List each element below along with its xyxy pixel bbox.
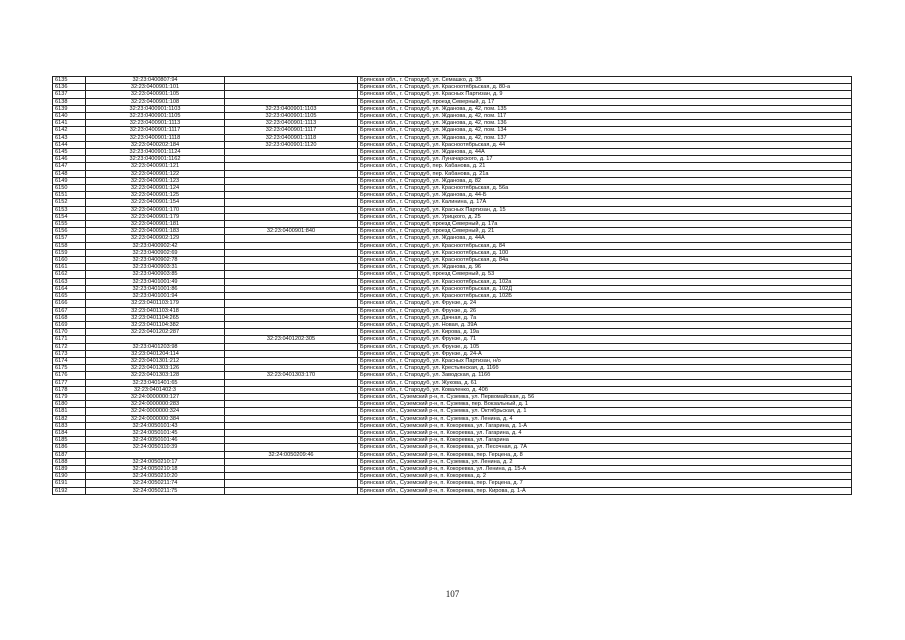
- address-cell: Брянская обл., г. Стародуб, пер. Кабанова, д. 21а: [358, 170, 852, 177]
- row-number-cell: 6162: [53, 271, 86, 278]
- related-cadastral-number-cell: [225, 415, 358, 422]
- cadastral-number-cell: 32:23:0401204:114: [86, 350, 225, 357]
- related-cadastral-number-cell: [225, 149, 358, 156]
- row-number-cell: 6148: [53, 170, 86, 177]
- table-row: [53, 206, 852, 213]
- cadastral-number-cell: 32:23:0400902:69: [86, 249, 225, 256]
- cadastral-number-cell: 32:23:0400807:94: [86, 77, 225, 84]
- address-cell: Брянская обл., г. Стародуб, ул. Фрунзе, д. 24: [358, 300, 852, 307]
- address-cell: Брянская обл., г. Стародуб, ул. Жданова, д. 44А: [358, 235, 852, 242]
- address-cell: Брянская обл., г. Стародуб, ул. Фрунзе, д. 105: [358, 343, 852, 350]
- row-number-cell: 6175: [53, 365, 86, 372]
- cadastral-number-cell: 32:24:0050110:39: [86, 444, 225, 451]
- table-row: [53, 192, 852, 199]
- address-cell: Брянская обл., г. Стародуб, ул. Жданова, д. 42, пом. 134: [358, 127, 852, 134]
- row-number-cell: 6171: [53, 336, 86, 343]
- address-cell: Брянская обл., г. Стародуб, ул. Красноотябрьская, д. 80-а: [358, 84, 852, 91]
- related-cadastral-number-cell: [225, 300, 358, 307]
- related-cadastral-number-cell: [225, 91, 358, 98]
- row-number-cell: 6153: [53, 206, 86, 213]
- table-row: [53, 84, 852, 91]
- address-cell: Брянская обл., Суземский р-н, п. Суземка, ул. Октябрьская, д. 1: [358, 408, 852, 415]
- table-row: [53, 437, 852, 444]
- cadastral-number-cell: 32:24:0050211:75: [86, 487, 225, 494]
- row-number-cell: 6159: [53, 249, 86, 256]
- address-cell: Брянская обл., г. Стародуб, ул. Калинина, д. 17А: [358, 199, 852, 206]
- related-cadastral-number-cell: [225, 422, 358, 429]
- row-number-cell: 6178: [53, 386, 86, 393]
- cadastral-number-cell: [86, 451, 225, 458]
- table-row: [53, 307, 852, 314]
- table-row: [53, 429, 852, 436]
- row-number-cell: 6144: [53, 141, 86, 148]
- table-row: [53, 170, 852, 177]
- related-cadastral-number-cell: [225, 192, 358, 199]
- row-number-cell: 6173: [53, 350, 86, 357]
- table-row: [53, 127, 852, 134]
- cadastral-number-cell: 32:24:0050101:43: [86, 422, 225, 429]
- row-number-cell: 6190: [53, 473, 86, 480]
- address-cell: Брянская обл., Суземский р-н, п. Суземка, ул. Ленина, д. 2: [358, 458, 852, 465]
- related-cadastral-number-cell: [225, 444, 358, 451]
- row-number-cell: 6179: [53, 393, 86, 400]
- row-number-cell: 6169: [53, 321, 86, 328]
- cadastral-number-cell: 32:24:0050101:45: [86, 429, 225, 436]
- related-cadastral-number-cell: 32:24:0050209:46: [225, 451, 358, 458]
- related-cadastral-number-cell: [225, 156, 358, 163]
- table-row: [53, 285, 852, 292]
- cadastral-number-cell: 32:23:0400902:78: [86, 257, 225, 264]
- address-cell: Брянская обл., г. Стародуб, ул. Красноотябрьская, д. 44: [358, 141, 852, 148]
- related-cadastral-number-cell: [225, 458, 358, 465]
- address-cell: Брянская обл., г. Стародуб, ул. Заводская, д. 116б: [358, 372, 852, 379]
- cadastral-number-cell: 32:23:0401104:265: [86, 314, 225, 321]
- related-cadastral-number-cell: [225, 487, 358, 494]
- cadastral-number-cell: 32:23:0400901:124: [86, 185, 225, 192]
- cadastral-number-cell: 32:24:0000000:127: [86, 393, 225, 400]
- cadastral-number-cell: 32:23:0401001:94: [86, 293, 225, 300]
- cadastral-number-cell: 32:23:0400901:108: [86, 98, 225, 105]
- related-cadastral-number-cell: [225, 437, 358, 444]
- table-row: [53, 300, 852, 307]
- table-row: [53, 98, 852, 105]
- table-row: [53, 357, 852, 364]
- address-cell: Брянская обл., г. Стародуб, проезд Северный, д. 17а: [358, 221, 852, 228]
- address-cell: Брянская обл., г. Стародуб, ул. Коваленко, д. 40б: [358, 386, 852, 393]
- table-row: [53, 393, 852, 400]
- row-number-cell: 6150: [53, 185, 86, 192]
- related-cadastral-number-cell: 32:23:0400901:1120: [225, 141, 358, 148]
- row-number-cell: 6135: [53, 77, 86, 84]
- address-cell: Брянская обл., г. Стародуб, ул. Фрунзе, д. 26: [358, 307, 852, 314]
- cadastral-number-cell: 32:23:0401303:126: [86, 365, 225, 372]
- address-cell: Брянская обл., г. Стародуб, проезд Северный, д. 53: [358, 271, 852, 278]
- table-row: [53, 422, 852, 429]
- cadastral-number-cell: 32:23:0401202:287: [86, 329, 225, 336]
- related-cadastral-number-cell: [225, 408, 358, 415]
- related-cadastral-number-cell: [225, 401, 358, 408]
- table-row: [53, 177, 852, 184]
- related-cadastral-number-cell: 32:23:0400901:1103: [225, 105, 358, 112]
- cadastral-number-cell: 32:23:0401104:382: [86, 321, 225, 328]
- cadastral-number-cell: 32:23:0401001:86: [86, 285, 225, 292]
- row-number-cell: 6141: [53, 120, 86, 127]
- cadastral-number-cell: 32:23:0400901:1113: [86, 120, 225, 127]
- cadastral-table: [52, 76, 852, 495]
- address-cell: Брянская обл., г. Стародуб, пер. Кабанова, д. 21: [358, 163, 852, 170]
- table-row: [53, 321, 852, 328]
- cadastral-number-cell: 32:23:0400901:121: [86, 163, 225, 170]
- related-cadastral-number-cell: [225, 199, 358, 206]
- table-row: [53, 329, 852, 336]
- related-cadastral-number-cell: [225, 221, 358, 228]
- address-cell: Брянская обл., г. Стародуб, ул. Красноотябрьская, д. 102Д: [358, 285, 852, 292]
- cadastral-number-cell: 32:23:0401103:179: [86, 300, 225, 307]
- address-cell: Брянская обл., г. Стародуб, ул. Красноотябрьская, д. 100: [358, 249, 852, 256]
- table-row: [53, 278, 852, 285]
- cadastral-number-cell: 32:24:0050210:20: [86, 473, 225, 480]
- related-cadastral-number-cell: 32:23:0401202:305: [225, 336, 358, 343]
- related-cadastral-number-cell: [225, 242, 358, 249]
- cadastral-number-cell: 32:23:0400901:101: [86, 84, 225, 91]
- cadastral-number-cell: 32:23:0400901:125: [86, 192, 225, 199]
- address-cell: Брянская обл., г. Стародуб, ул. Жданова, д. 96: [358, 264, 852, 271]
- related-cadastral-number-cell: [225, 429, 358, 436]
- table-row: [53, 314, 852, 321]
- address-cell: Брянская обл., г. Стародуб, ул. Кирова, д. 19а: [358, 329, 852, 336]
- table-row: [53, 451, 852, 458]
- address-cell: Брянская обл., г. Стародуб, ул. Жданова, д. 44-Б: [358, 192, 852, 199]
- row-number-cell: 6164: [53, 285, 86, 292]
- row-number-cell: 6155: [53, 221, 86, 228]
- related-cadastral-number-cell: [225, 343, 358, 350]
- related-cadastral-number-cell: [225, 314, 358, 321]
- table-row: [53, 213, 852, 220]
- cadastral-number-cell: 32:23:0400901:1118: [86, 134, 225, 141]
- cadastral-number-cell: 32:23:0401401:65: [86, 379, 225, 386]
- address-cell: Брянская обл., Суземский р-н, п. Суземка, ул. Ленина, д. 4: [358, 415, 852, 422]
- related-cadastral-number-cell: [225, 84, 358, 91]
- address-cell: Брянская обл., Суземский р-н, п. Кокоревка, ул. Гагарина: [358, 437, 852, 444]
- table-row: [53, 408, 852, 415]
- table-row: [53, 257, 852, 264]
- row-number-cell: 6160: [53, 257, 86, 264]
- cadastral-number-cell: 32:24:0050211:74: [86, 480, 225, 487]
- address-cell: Брянская обл., Суземский р-н, п. Кокоревка, пер. Герцена, д. 7: [358, 480, 852, 487]
- table-row: [53, 401, 852, 408]
- cadastral-number-cell: 32:23:0400901:179: [86, 213, 225, 220]
- related-cadastral-number-cell: [225, 235, 358, 242]
- row-number-cell: 6176: [53, 372, 86, 379]
- table-row: [53, 415, 852, 422]
- table-row: [53, 120, 852, 127]
- related-cadastral-number-cell: 32:23:0401303:170: [225, 372, 358, 379]
- address-cell: Брянская обл., г. Стародуб, ул. Дачная, д. 7а: [358, 314, 852, 321]
- related-cadastral-number-cell: [225, 480, 358, 487]
- address-cell: Брянская обл., Суземский р-н, п. Кокоревка, ул. Гагарина, д. 4: [358, 429, 852, 436]
- cadastral-number-cell: 32:23:0400901:183: [86, 228, 225, 235]
- related-cadastral-number-cell: 32:23:0400901:1113: [225, 120, 358, 127]
- cadastral-number-cell: 32:23:0401001:49: [86, 278, 225, 285]
- table-row: [53, 271, 852, 278]
- row-number-cell: 6139: [53, 105, 86, 112]
- row-number-cell: 6136: [53, 84, 86, 91]
- address-cell: Брянская обл., г. Стародуб, проезд Северный, д. 17: [358, 98, 852, 105]
- related-cadastral-number-cell: [225, 357, 358, 364]
- table-row: [53, 444, 852, 451]
- table-row: [53, 156, 852, 163]
- table-row: [53, 235, 852, 242]
- cadastral-number-cell: 32:23:0400901:170: [86, 206, 225, 213]
- address-cell: Брянская обл., г. Стародуб, ул. Жданова, д. 42, пом. 137: [358, 134, 852, 141]
- row-number-cell: 6163: [53, 278, 86, 285]
- cadastral-number-cell: 32:23:0400901:1117: [86, 127, 225, 134]
- related-cadastral-number-cell: [225, 473, 358, 480]
- cadastral-number-cell: [86, 336, 225, 343]
- related-cadastral-number-cell: [225, 185, 358, 192]
- table-row: [53, 480, 852, 487]
- related-cadastral-number-cell: [225, 264, 358, 271]
- address-cell: Брянская обл., г. Стародуб, ул. Фрунзе, д. 24-А: [358, 350, 852, 357]
- cadastral-number-cell: 32:23:0400901:181: [86, 221, 225, 228]
- cadastral-number-cell: 32:23:0400902:42: [86, 242, 225, 249]
- address-cell: Брянская обл., Суземский р-н, п. Кокоревка, ул. Песочная, д. 7А: [358, 444, 852, 451]
- row-number-cell: 6157: [53, 235, 86, 242]
- address-cell: Брянская обл., Суземский р-н, п. Кокоревка, пер. Герцена, д. 8: [358, 451, 852, 458]
- address-cell: Брянская обл., г. Стародуб, ул. Красноотябрьская, д. 102а: [358, 278, 852, 285]
- cadastral-number-cell: 32:23:0400901:1124: [86, 149, 225, 156]
- cadastral-number-cell: 32:24:0050210:18: [86, 465, 225, 472]
- table-row: [53, 228, 852, 235]
- related-cadastral-number-cell: [225, 163, 358, 170]
- table-row: [53, 365, 852, 372]
- table-row: [53, 149, 852, 156]
- related-cadastral-number-cell: 32:23:0400901:840: [225, 228, 358, 235]
- row-number-cell: 6145: [53, 149, 86, 156]
- related-cadastral-number-cell: [225, 350, 358, 357]
- related-cadastral-number-cell: 32:23:0400901:1117: [225, 127, 358, 134]
- address-cell: Брянская обл., г. Стародуб, ул. Красных Партизан, н/о: [358, 357, 852, 364]
- table-row: [53, 113, 852, 120]
- cadastral-number-cell: 32:23:0401402:3: [86, 386, 225, 393]
- cadastral-number-cell: 32:23:0401301:212: [86, 357, 225, 364]
- address-cell: Брянская обл., г. Стародуб, ул. Красных Партизан, д. 15: [358, 206, 852, 213]
- row-number-cell: 6183: [53, 422, 86, 429]
- table-row: [53, 465, 852, 472]
- row-number-cell: 6138: [53, 98, 86, 105]
- table-row: [53, 386, 852, 393]
- address-cell: Брянская обл., Суземский р-н, п. Суземка, ул. Первомайская, д. 56: [358, 393, 852, 400]
- related-cadastral-number-cell: [225, 285, 358, 292]
- row-number-cell: 6186: [53, 444, 86, 451]
- table-row: [53, 372, 852, 379]
- table-row: [53, 487, 852, 494]
- row-number-cell: 6168: [53, 314, 86, 321]
- address-cell: Брянская обл., г. Стародуб, ул. Красноотябрьская, д. 84а: [358, 257, 852, 264]
- row-number-cell: 6165: [53, 293, 86, 300]
- row-number-cell: 6172: [53, 343, 86, 350]
- address-cell: Брянская обл., г. Стародуб, ул. Крестьянская, д. 116б: [358, 365, 852, 372]
- row-number-cell: 6158: [53, 242, 86, 249]
- address-cell: Брянская обл., г. Стародуб, ул. Жукова, д. 61: [358, 379, 852, 386]
- cadastral-number-cell: 32:24:0000000:283: [86, 401, 225, 408]
- related-cadastral-number-cell: [225, 321, 358, 328]
- related-cadastral-number-cell: [225, 213, 358, 220]
- related-cadastral-number-cell: [225, 379, 358, 386]
- table-row: [53, 199, 852, 206]
- row-number-cell: 6151: [53, 192, 86, 199]
- address-cell: Брянская обл., Суземский р-н, п. Кокоревка, ул. Ленина, д. 15-А: [358, 465, 852, 472]
- row-number-cell: 6185: [53, 437, 86, 444]
- related-cadastral-number-cell: [225, 329, 358, 336]
- cadastral-number-cell: 32:23:0400202:184: [86, 141, 225, 148]
- table-row: [53, 134, 852, 141]
- address-cell: Брянская обл., Суземский р-н, п. Кокоревка, пер. Кирова, д. 1-А: [358, 487, 852, 494]
- cadastral-number-cell: 32:24:0050210:17: [86, 458, 225, 465]
- row-number-cell: 6156: [53, 228, 86, 235]
- address-cell: Брянская обл., г. Стародуб, ул. Жданова, д. 42, пом. 136: [358, 120, 852, 127]
- cadastral-number-cell: 32:23:0401203:98: [86, 343, 225, 350]
- page-number: 107: [445, 589, 460, 599]
- cadastral-number-cell: 32:23:0400901:154: [86, 199, 225, 206]
- table-row: [53, 105, 852, 112]
- address-cell: Брянская обл., г. Стародуб, ул. Жданова, д. 42, пом. 135: [358, 105, 852, 112]
- address-cell: Брянская обл., г. Стародуб, ул. Красных Партизан, д. 9: [358, 91, 852, 98]
- table-row: [53, 163, 852, 170]
- address-cell: Брянская обл., г. Стародуб, ул. Красноотябрьская, д. 56а: [358, 185, 852, 192]
- row-number-cell: 6152: [53, 199, 86, 206]
- address-cell: Брянская обл., Суземский р-н, п. Суземка, пер. Вокзальный, д. 1: [358, 401, 852, 408]
- related-cadastral-number-cell: [225, 170, 358, 177]
- row-number-cell: 6188: [53, 458, 86, 465]
- related-cadastral-number-cell: [225, 393, 358, 400]
- related-cadastral-number-cell: [225, 271, 358, 278]
- address-cell: Брянская обл., г. Стародуб, ул. Красноотябрьская, д. 84: [358, 242, 852, 249]
- row-number-cell: 6137: [53, 91, 86, 98]
- table-row: [53, 350, 852, 357]
- table-row: [53, 185, 852, 192]
- row-number-cell: 6184: [53, 429, 86, 436]
- cadastral-number-cell: 32:23:0400901:1162: [86, 156, 225, 163]
- row-number-cell: 6146: [53, 156, 86, 163]
- cadastral-number-cell: 32:24:0000000:384: [86, 415, 225, 422]
- related-cadastral-number-cell: [225, 249, 358, 256]
- table-row: [53, 343, 852, 350]
- cadastral-number-cell: 32:23:0400902:129: [86, 235, 225, 242]
- related-cadastral-number-cell: [225, 365, 358, 372]
- address-cell: Брянская обл., г. Стародуб, ул. Жданова, д. 82: [358, 177, 852, 184]
- row-number-cell: 6189: [53, 465, 86, 472]
- address-cell: Брянская обл., Суземский р-н, п. Кокоревка, д. 2: [358, 473, 852, 480]
- table-row: [53, 293, 852, 300]
- related-cadastral-number-cell: [225, 257, 358, 264]
- row-number-cell: 6147: [53, 163, 86, 170]
- cadastral-number-cell: 32:23:0400903:31: [86, 264, 225, 271]
- table-row: [53, 91, 852, 98]
- row-number-cell: 6181: [53, 408, 86, 415]
- table-body: [53, 77, 852, 495]
- row-number-cell: 6143: [53, 134, 86, 141]
- related-cadastral-number-cell: [225, 386, 358, 393]
- row-number-cell: 6192: [53, 487, 86, 494]
- cadastral-number-cell: 32:24:0000000:324: [86, 408, 225, 415]
- related-cadastral-number-cell: [225, 307, 358, 314]
- table-row: [53, 336, 852, 343]
- table-row: [53, 249, 852, 256]
- table-row: [53, 242, 852, 249]
- table-row: [53, 379, 852, 386]
- cadastral-number-cell: 32:24:0050101:46: [86, 437, 225, 444]
- row-number-cell: 6174: [53, 357, 86, 364]
- cadastral-number-cell: 32:23:0400901:1105: [86, 113, 225, 120]
- table-row: [53, 458, 852, 465]
- cadastral-number-cell: 32:23:0400901:122: [86, 170, 225, 177]
- address-cell: Брянская обл., г. Стародуб, проезд Северный, д. 21: [358, 228, 852, 235]
- address-cell: Брянская обл., г. Стародуб, ул. Красноотябрьская, д. 102Б: [358, 293, 852, 300]
- row-number-cell: 6180: [53, 401, 86, 408]
- address-cell: Брянская обл., г. Стародуб, ул. Жданова, д. 42, пом. 117: [358, 113, 852, 120]
- related-cadastral-number-cell: 32:23:0400901:1118: [225, 134, 358, 141]
- table-row: [53, 221, 852, 228]
- cadastral-number-cell: 32:23:0400903:85: [86, 271, 225, 278]
- row-number-cell: 6167: [53, 307, 86, 314]
- table-row: [53, 77, 852, 84]
- cadastral-number-cell: 32:23:0400901:105: [86, 91, 225, 98]
- address-cell: Брянская обл., г. Стародуб, ул. Фрунзе, д. 71: [358, 336, 852, 343]
- row-number-cell: 6149: [53, 177, 86, 184]
- row-number-cell: 6142: [53, 127, 86, 134]
- address-cell: Брянская обл., г. Стародуб, ул. Урицкого, д. 25: [358, 213, 852, 220]
- row-number-cell: 6166: [53, 300, 86, 307]
- row-number-cell: 6154: [53, 213, 86, 220]
- row-number-cell: 6187: [53, 451, 86, 458]
- related-cadastral-number-cell: [225, 206, 358, 213]
- address-cell: Брянская обл., г. Стародуб, ул. Луначарского, д. 17: [358, 156, 852, 163]
- cadastral-number-cell: 32:23:0401303:128: [86, 372, 225, 379]
- address-cell: Брянская обл., Суземский р-н, п. Кокоревка, ул. Гагарина, д. 1-А: [358, 422, 852, 429]
- related-cadastral-number-cell: [225, 278, 358, 285]
- related-cadastral-number-cell: [225, 98, 358, 105]
- row-number-cell: 6170: [53, 329, 86, 336]
- table-row: [53, 264, 852, 271]
- address-cell: Брянская обл., г. Стародуб, ул. Жданова, д. 44А: [358, 149, 852, 156]
- related-cadastral-number-cell: [225, 465, 358, 472]
- address-cell: Брянская обл., г. Стародуб, ул. Новая, д. 39А: [358, 321, 852, 328]
- related-cadastral-number-cell: [225, 177, 358, 184]
- cadastral-number-cell: 32:23:0401103:418: [86, 307, 225, 314]
- row-number-cell: 6177: [53, 379, 86, 386]
- row-number-cell: 6140: [53, 113, 86, 120]
- cadastral-number-cell: 32:23:0400901:123: [86, 177, 225, 184]
- table-row: [53, 473, 852, 480]
- related-cadastral-number-cell: [225, 293, 358, 300]
- related-cadastral-number-cell: 32:23:0400901:1105: [225, 113, 358, 120]
- row-number-cell: 6182: [53, 415, 86, 422]
- row-number-cell: 6191: [53, 480, 86, 487]
- related-cadastral-number-cell: [225, 77, 358, 84]
- address-cell: Брянская обл., г. Стародуб, ул. Семашко, д. 35: [358, 77, 852, 84]
- table-row: [53, 141, 852, 148]
- row-number-cell: 6161: [53, 264, 86, 271]
- cadastral-number-cell: 32:23:0400901:1103: [86, 105, 225, 112]
